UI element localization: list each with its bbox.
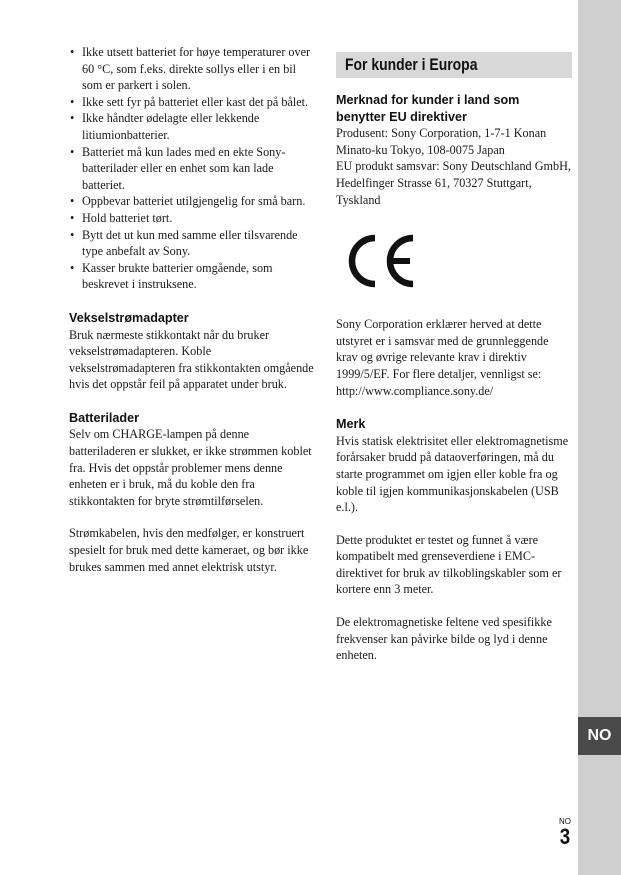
- adapter-paragraph: Bruk nærmeste stikkontakt når du bruker vekselstrømadapteren. Koble vekselstrømadapteren fra stikkontakten omgående hvis det oppstår feil på apparatet under bruk.: [69, 327, 314, 392]
- ce-mark: [342, 232, 572, 308]
- charger-heading: Batterilader: [69, 410, 139, 425]
- list-item: • Ikke utsett batteriet for høye temperaturer over 60 °C, som f.eks. direkte sollys eller i en bil som er parkert i solen.: [69, 44, 315, 94]
- language-tab: NO: [578, 717, 621, 755]
- banner-title: For kunder i Europa: [345, 54, 478, 74]
- emc-paragraph: Dette produktet er testet og funnet å være kompatibelt med grenseverdiene i EMC-direktivet for bruk av tilkoblingskabler som er kortere enn 3 meter.: [336, 532, 562, 597]
- list-item: • Hold batteriet tørt.: [69, 210, 315, 227]
- eu-compliance-paragraph: EU produkt samsvar: Sony Deutschland GmbH, Hedelfinger Strasse 61, 70327 Stuttgart, Tyskland: [336, 159, 571, 207]
- cable-paragraph: Strømkabelen, hvis den medfølger, er konstruert spesielt for bruk med dette kameraet, og bør ikke brukes sammen med annet elektrisk utstyr.: [69, 526, 309, 574]
- eu-heading: Merknad for kunder i land som benytter EU direktiver: [336, 93, 520, 124]
- note-paragraph: Hvis statisk elektrisitet eller elektromagnetisme forårsaker brudd på dataoverføringen, må du starte programmet om igjen eller koble fra og koble til igjen kommunikasjonskabelen (USB e.l.).: [336, 433, 569, 515]
- note-heading: Merk: [336, 417, 366, 432]
- declaration-paragraph: Sony Corporation erklærer herved at dette utstyret er i samsvar med de grunnleggende krav og øvrige relevante krav i direktiv 1999/5/EF. For flere detaljer, vennligst se: http://www.compliance.sony.de/: [336, 317, 549, 398]
- manufacturer-paragraph: Produsent: Sony Corporation, 1-7-1 Konan Minato-ku Tokyo, 108-0075 Japan: [336, 126, 547, 157]
- charger-paragraph: Selv om CHARGE-lampen på denne batteriladeren er slukket, er ikke strømmen koblet fra. Hvis det oppstår problemer mens denne enheten er i bruk, må du koble den fra stikkontakten for bryte strømtilførselen.: [69, 427, 312, 508]
- list-item: • Ikke håndter ødelagte eller lekkende litiumionbatterier.: [69, 110, 315, 143]
- fields-paragraph: De elektromagnetiske feltene ved spesifikke frekvenser kan påvirke bilde og lyd i denne enheten.: [336, 615, 552, 663]
- list-item: • Oppbevar batteriet utilgjengelig for små barn.: [69, 193, 315, 210]
- ce-mark-icon: [342, 232, 418, 290]
- page-number: 3: [559, 824, 571, 849]
- list-item: • Batteriet må kun lades med en ekte Sony-batterilader eller en enhet som kan lade batteriet.: [69, 144, 315, 194]
- footer-lang-code: NO: [559, 817, 571, 826]
- list-item: • Ikke sett fyr på batteriet eller kast det på bålet.: [69, 94, 315, 111]
- adapter-heading: Vekselstrømadapter: [69, 310, 189, 325]
- list-item: • Kasser brukte batterier omgående, som beskrevet i instruksene.: [69, 260, 315, 293]
- section-banner: [336, 52, 572, 78]
- left-column: [69, 44, 315, 575]
- list-item: • Bytt det ut kun med samme eller tilsvarende type anbefalt av Sony.: [69, 227, 315, 260]
- page-footer: [553, 817, 577, 848]
- battery-warning-list: [69, 44, 315, 293]
- right-column: [336, 44, 572, 664]
